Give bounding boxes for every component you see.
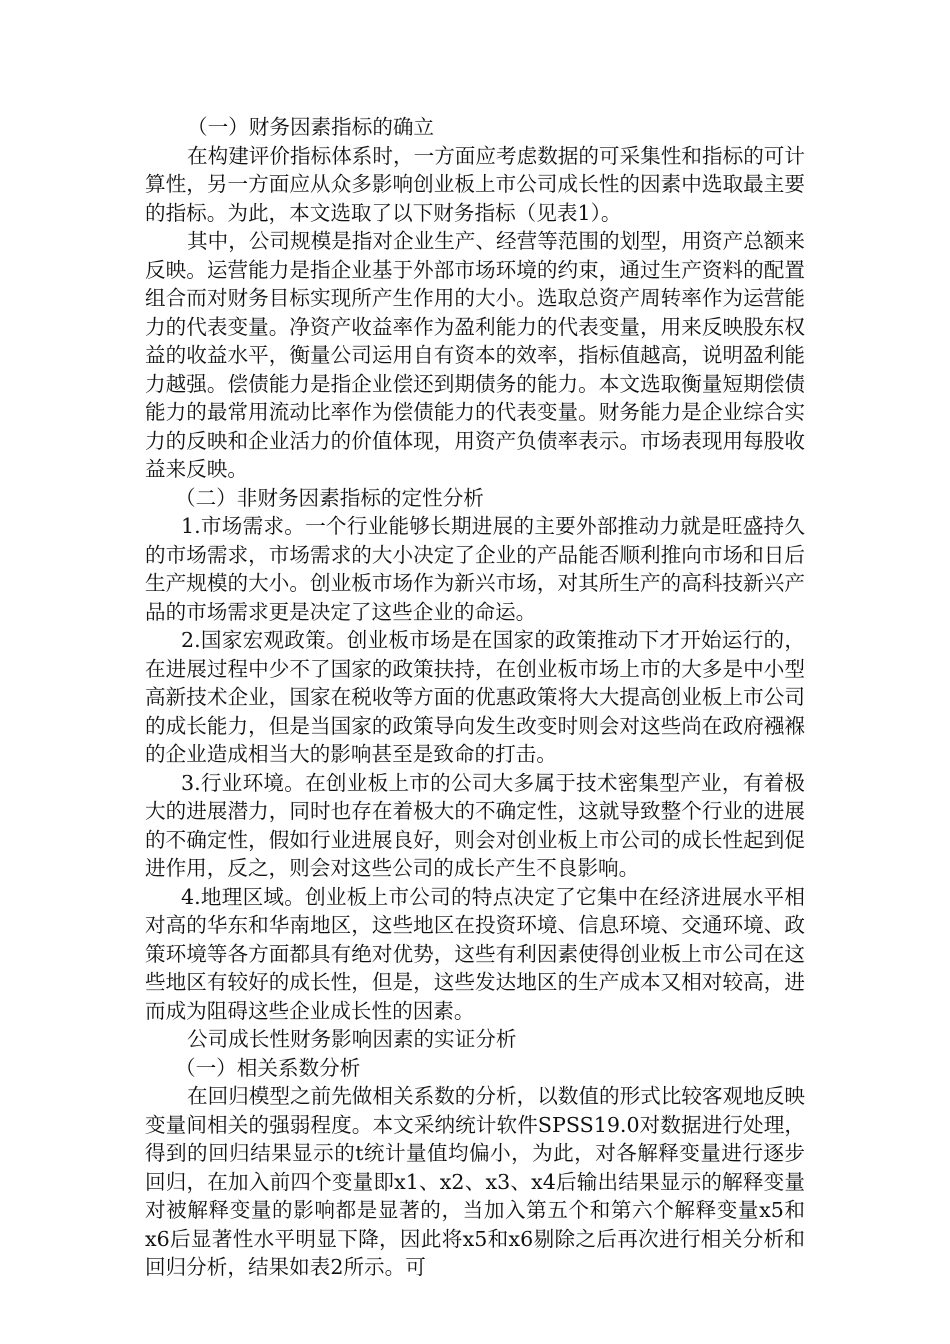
section-heading-non-financial-analysis: （二）非财务因素指标的定性分析 (175, 485, 484, 510)
section-heading-financial-indicators: （一）财务因素指标的确立 (187, 115, 435, 139)
paragraph-market-demand: 1.市场需求。一个行业能够长期进展的主要外部推动力就是旺盛持久的市场需求，市场需求的大小决定了企业的产品能否顺利推向市场和日后生产规模的大小。创业板市场作为新兴市场，对其所生产的高科技新兴产品的市场需求更是决定了这些企业的命运。 (145, 514, 805, 624)
paragraph-indicator-system: 在构建评价指标体系时，一方面应考虑数据的可采集性和指标的可计算性，另一方面应从众多影响创业板上市公司成长性的因素中选取最主要的指标。为此，本文选取了以下财务指标（见表1）。 (145, 143, 805, 225)
paragraph-indicator-definitions: 其中，公司规模是指对企业生产、经营等范围的划型，用资产总额来反映。运营能力是指企业基于外部市场环境的约束，通过生产资料的配置组合而对财务目标实现所产生作用的大小。选取总资产周转率作为运营能力的代表变量。净资产收益率作为盈利能力的代表变量，用来反映股东权益的收益水平，衡量公司运用自有资本的效率，指标值越高，说明盈利能力越强。偿债能力是指企业偿还到期债务的能力。本文选取衡量短期偿债能力的最常用流动比率作为偿债能力的代表变量。财务能力是企业综合实力的反映和企业活力的价值体现，用资产负债率表示。市场表现用每股收益来反映。 (145, 229, 805, 481)
paragraph-macro-policy: 2.国家宏观政策。创业板市场是在国家的政策推动下才开始运行的，在进展过程中少不了国家的政策扶持，在创业板市场上市的大多是中小型高新技术企业，国家在税收等方面的优惠政策将大大提高创业板上市公司的成长能力，但是当国家的政策导向发生改变时则会对这些尚在政府襁褓的企业造成相当大的影响甚至是致命的打击。 (145, 628, 805, 766)
section-heading-empirical-analysis: 公司成长性财务影响因素的实证分析 (187, 1027, 517, 1051)
paragraph-geographic-region: 4.地理区域。创业板上市公司的特点决定了它集中在经济进展水平相对高的华东和华南地区，这些地区在投资环境、信息环境、交通环境、政策环境等各方面都具有绝对优势，这些有利因素使得创业板上市公司在这些地区有较好的成长性，但是，这些发达地区的生产成本又相对较高，进而成为阻碍这些企业成长性的因素。 (145, 884, 805, 1023)
paragraph-industry-environment: 3.行业环境。在创业板上市的公司大多属于技术密集型产业，有着极大的进展潜力，同时也存在着极大的不确定性，这就导致整个行业的进展的不确定性，假如行业进展良好，则会对创业板上市公司的成长性起到促进作用，反之，则会对这些公司的成长产生不良影响。 (145, 770, 805, 880)
document-page (145, 113, 805, 1282)
paragraph-correlation-method: 在回归模型之前先做相关系数的分析，以数值的形式比较客观地反映变量间相关的强弱程度。本文采纳统计软件SPSS19.0对数据进行处理，得到的回归结果显示的t统计量值均偏小，为此，对各解释变量进行逐步回归，在加入前四个变量即x1、x2、x3、x4后输出结果显示的解释变量对被解释变量的影响都是显著的，当加入第五个和第六个解释变量x5和x6后显著性水平明显下降，因此将x5和x6剔除之后再次进行相关分析和回归分析，结果如表2所示。可 (145, 1084, 805, 1279)
section-heading-correlation-analysis: （一）相关系数分析 (175, 1055, 361, 1080)
